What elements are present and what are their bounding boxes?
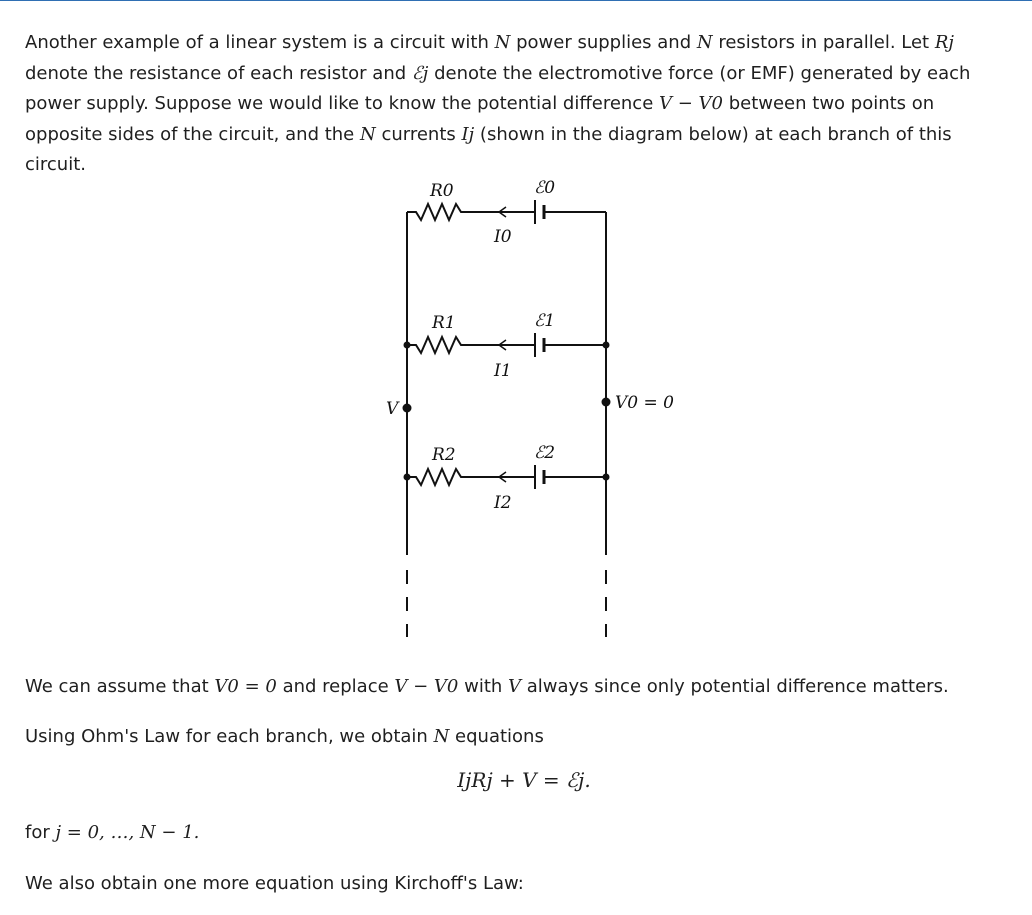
junction-right-1 <box>603 342 610 349</box>
math-V0-eq-0: V0 = 0 <box>214 676 277 697</box>
intro-text-6: between two points on opposite sides of the circuit, and the <box>25 93 935 145</box>
math-j-range: j = 0, …, N − 1. <box>55 822 200 843</box>
math-V-minus-V0: V − V0 <box>394 676 459 697</box>
dashed-continuation <box>407 570 606 637</box>
current-2-label: I2 <box>494 493 512 513</box>
node-V0 <box>602 398 611 407</box>
branch-2 <box>407 465 606 489</box>
intro-text-3: resistors in parallel. Let <box>712 32 935 53</box>
current-1-label: I1 <box>494 361 512 381</box>
emf-1-label: ℰ1 <box>534 311 556 331</box>
math-N: N <box>494 32 511 53</box>
resistor-0-label: R0 <box>430 181 454 201</box>
math-V: V <box>508 676 522 697</box>
junction-right-2 <box>603 474 610 481</box>
assume-text-1: We can assume that <box>25 676 215 697</box>
node-V0-label: V0 = 0 <box>615 393 674 413</box>
junction-left-1 <box>404 342 411 349</box>
math-V-minus-V0: V − V0 <box>659 93 723 114</box>
intro-text-7: currents <box>375 123 462 145</box>
current-0-label: I0 <box>494 227 512 247</box>
ohm-equation: IjRj + V = ℰj. <box>457 768 591 792</box>
kirchoff-paragraph: We also obtain one more equation using Kirchoff's Law: <box>25 873 524 894</box>
intro-text-5: denote the electromotive force (or EMF) generated by each power supply. Suppose we would like to know the potential difference <box>25 62 971 114</box>
branch-1 <box>407 333 606 357</box>
assume-text-2: and replace <box>276 676 395 697</box>
intro-text-8: (shown in the diagram below) at each branch of this circuit. <box>25 123 952 175</box>
ohm-text-2: equations <box>449 726 544 747</box>
math-N: N <box>433 726 450 747</box>
math-Rj: Rj <box>934 32 954 53</box>
emf-0-label: ℰ0 <box>534 178 556 198</box>
emf-2-label: ℰ2 <box>534 443 556 463</box>
intro-text-2: power supplies and <box>510 32 697 53</box>
node-V <box>403 404 412 413</box>
assumption-paragraph <box>25 672 1015 703</box>
resistor-1-symbol <box>407 337 535 353</box>
ohm-paragraph <box>25 722 1015 753</box>
math-Ej: ℰj <box>411 62 429 84</box>
junction-left-2 <box>404 474 411 481</box>
intro-text-4: denote the resistance of each resistor and <box>25 62 412 84</box>
assume-text-3: with <box>458 676 509 697</box>
node-V-label: V <box>386 399 399 419</box>
intro-text-1: Another example of a linear system is a circuit with <box>25 32 495 53</box>
resistor-2-symbol <box>407 469 535 485</box>
resistor-0-symbol <box>407 204 535 220</box>
math-Ij: Ij <box>461 123 475 145</box>
ohm-text-1: Using Ohm's Law for each branch, we obtain <box>25 726 434 747</box>
branch-0 <box>407 200 606 224</box>
resistor-2-label: R2 <box>432 445 456 465</box>
math-N: N <box>696 32 713 53</box>
resistor-1-label: R1 <box>432 313 456 333</box>
index-range-line <box>25 818 1015 849</box>
for-text: for <box>25 822 56 843</box>
math-N: N <box>359 123 376 145</box>
assume-text-4: always since only potential difference matters. <box>521 676 949 697</box>
